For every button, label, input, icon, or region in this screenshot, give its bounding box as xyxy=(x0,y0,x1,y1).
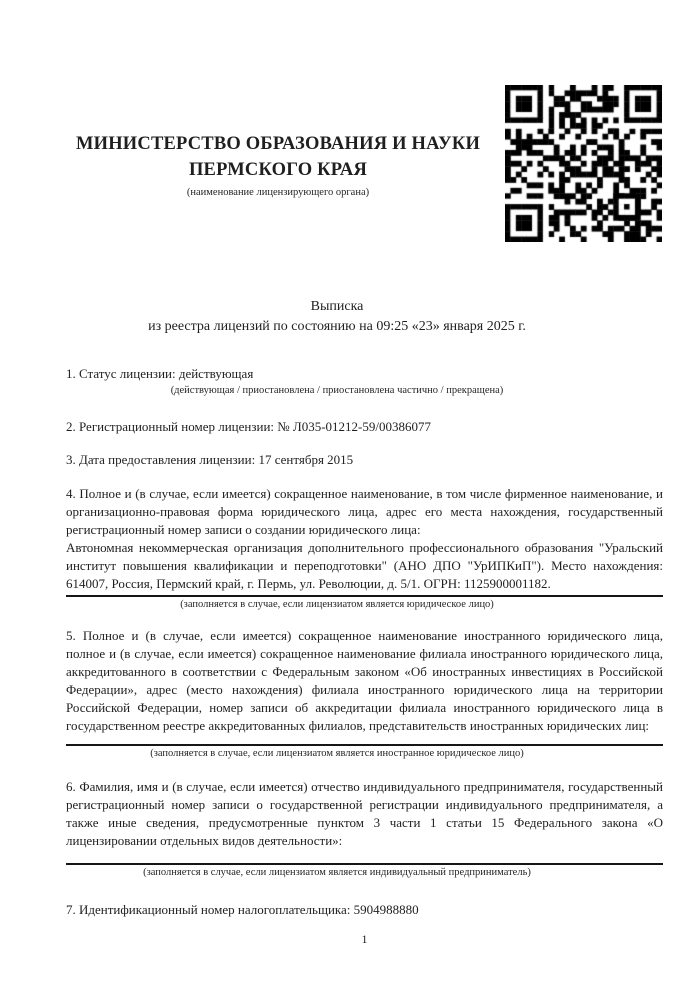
item-legal-entity-note: (заполняется в случае, если лицензиатом является юридическое лицо) xyxy=(180,599,494,610)
item-foreign-entity-label: 5. Полное и (в случае, если имеется) сокращенное наименование иностранного юридического лица, полное и (в случае, если имеется) сокращенное наименование филиала иностранного юридического лица, аккредитованного в соответствии с Федеральным законом «Об иностранных инвестициях в Российской Федерации», адрес (место нахождения) филиала иностранного юридического лица на территории Российской Федерации, номер записи об аккредитации филиала иностранного юридического лица в государственном реестре аккредитованных филиалов, представительств иностранных юридических лиц: xyxy=(66,628,663,733)
page-number: 1 xyxy=(361,932,368,946)
item-license-status: 1. Статус лицензии: действующая xyxy=(66,366,254,381)
ministry-name-caption: (наименование лицензирующего органа) xyxy=(186,187,370,198)
licensing-authority-block xyxy=(62,131,494,198)
document-body xyxy=(66,297,663,947)
item-individual-entrepreneur-label: 6. Фамилия, имя и (в случае, если имеется) отчество индивидуального предпринимателя, государственный регистрационный номер записи о государственной регистрации индивидуального предпринимателя, а также иные сведения, предусмотренные пунктом 3 части 1 статьи 15 Федерального закона «О лицензировании отдельных видов деятельности»: xyxy=(66,779,663,848)
item-license-status-note: (действующая / приостановлена / приостановлена частично / прекращена) xyxy=(170,385,504,396)
item-foreign-entity-note: (заполняется в случае, если лицензиатом является иностранное юридическое лицо) xyxy=(150,748,524,759)
qr-code-icon xyxy=(505,85,662,242)
ministry-name-line1: МИНИСТЕРСТВО ОБРАЗОВАНИЯ И НАУКИ xyxy=(75,134,481,154)
fill-in-line-individual-entrepreneur xyxy=(66,863,663,865)
item-taxpayer-id: 7. Идентификационный номер налогоплательщика: 5904988880 xyxy=(66,902,419,917)
item-registration-number: 2. Регистрационный номер лицензии: № Л035-01212-59/00386077 xyxy=(66,419,432,434)
document-title-line2: из реестра лицензий по состоянию на 09:25 «23» января 2025 г. xyxy=(148,318,526,334)
fill-in-line-legal-entity xyxy=(66,595,663,597)
item-legal-entity-label: 4. Полное и (в случае, если имеется) сокращенное наименование, в том числе фирменное наименование, и организационно-правовая форма юридического лица, адрес его места нахождения, государственный регистрационный номер записи о создании юридического лица: xyxy=(66,486,663,537)
item-legal-entity-value: Автономная некоммерческая организация дополнительного профессионального образования "Уральский институт повышения квалификации и переподготовки" (АНО ДПО "УрИПКиП"). Место нахождения: 614007, Россия, Пермский край, г. Пермь, ул. Революции, д. 5/1. ОГРН: 1125900001182. xyxy=(66,540,663,591)
document-title-line1: Выписка xyxy=(310,299,364,314)
fill-in-line-foreign-entity xyxy=(66,744,663,746)
document-title xyxy=(66,297,608,336)
item-license-grant-date: 3. Дата предоставления лицензии: 17 сентября 2015 xyxy=(66,452,354,467)
item-individual-entrepreneur-note: (заполняется в случае, если лицензиатом является индивидуальный предприниматель) xyxy=(143,867,531,878)
ministry-name-line2: ПЕРМСКОГО КРАЯ xyxy=(188,160,368,180)
